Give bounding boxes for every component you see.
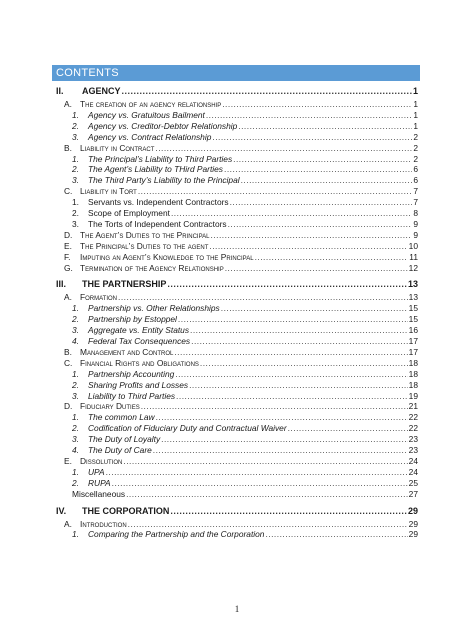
dot-leader [153,445,408,456]
dot-leader [191,336,408,347]
toc-entry[interactable] [72,110,418,121]
dot-leader [206,110,412,121]
toc-entry-page: 17 [408,346,418,357]
toc-entry-number: A. [64,518,72,529]
toc-entry[interactable] [56,506,418,517]
toc-entry-title: The Duty of Loyalty [88,434,161,445]
toc-entry[interactable] [64,230,418,241]
toc-entry[interactable] [64,263,418,274]
dot-leader [189,380,408,391]
toc-entry-title: Introduction [80,518,127,529]
toc-entry-page: 1 [413,99,418,109]
toc-entry[interactable] [72,423,418,434]
dot-leader [255,252,409,263]
dot-leader [122,86,412,97]
toc-entry[interactable] [72,445,418,456]
toc-entry-title: Liability in Tort [80,186,137,197]
dot-leader [265,529,407,540]
toc-entry-page: 22 [408,412,418,423]
toc-entry[interactable] [72,197,418,208]
toc-entry-number: 1. [72,412,79,423]
toc-entry-page: 24 [408,455,418,466]
toc-entry-page: 27 [408,488,418,499]
toc-entry-number: 2. [72,477,79,488]
toc-entry-number: 1. [72,466,79,477]
toc-entry-title: Termination of the Agency Relationship [80,262,224,273]
toc-entry-title: Servants vs. Independent Contractors [88,197,229,208]
dot-leader [141,401,408,412]
toc-entry-title: Partnership Accounting [88,368,175,379]
dot-leader [224,164,412,175]
toc-entry[interactable] [64,456,418,467]
toc-entry-number: 1. [72,368,79,379]
toc-entry[interactable] [64,292,418,303]
toc-entry-title: The Agent’s Liability to THird Parties [88,164,223,175]
toc-entry[interactable] [72,154,418,165]
dot-leader [228,219,413,230]
toc-entry-number: III. [56,279,67,290]
toc-entry-title: Federal Tax Consequences [88,336,191,346]
toc-entry-number: 2. [72,423,79,434]
toc-entry-title: Fiduciary Duties [80,401,140,412]
dot-leader [167,279,407,290]
toc-entry[interactable] [64,401,418,412]
toc-entry-number: E. [64,455,72,466]
toc-entry-title: Dissolution [80,455,123,466]
toc-entry-page: 23 [408,445,418,455]
toc-entry-page: 10 [408,240,418,251]
dot-leader [175,369,407,380]
dot-leader [178,314,408,325]
toc-entry[interactable] [72,391,418,402]
toc-entry[interactable] [64,186,418,197]
toc-entry-title: Financial Rights and Obligations [80,357,199,368]
dot-leader [209,241,407,252]
toc-entry-page: 12 [408,262,418,273]
toc-entry[interactable] [72,303,418,314]
toc-entry-page: 23 [408,434,418,445]
toc-entry-page: 18 [408,368,418,379]
toc-entry-title: Scope of Employment [88,208,170,218]
toc-entry-title: The Principal’s Duties to the agent [80,240,209,251]
dot-leader [230,197,413,208]
toc-entry-title: THE CORPORATION [82,505,170,516]
page-number: 1 [234,604,240,614]
toc-entry-title: THE PARTNERSHIP [82,279,167,290]
toc-entry-number: B. [64,346,72,357]
toc-entry-title: The common Law [88,412,155,423]
dot-leader [112,478,408,489]
toc-entry-title: Partnership vs. Other Relationships [88,303,220,314]
toc-entry-title: Agency vs. Contract Relationship [88,131,212,142]
toc-entry-page: 6 [413,164,418,175]
toc-entry-title: Management and Control [80,346,174,357]
toc-entry-number: 1. [72,303,79,314]
toc-entry-number: 2. [72,379,79,390]
toc-entry-page: 7 [413,197,418,208]
toc-entry-page: 29 [407,505,418,516]
toc-entry[interactable] [56,86,418,97]
toc-entry-number: 1. [72,153,79,164]
dot-leader [233,154,412,165]
toc-entry[interactable] [72,434,418,445]
toc-entry-title: Imputing an Agent’s Knowledge to the Principal [80,251,254,262]
toc-entry[interactable] [72,478,418,489]
toc-entry-number: E. [64,240,72,251]
toc-entry-number: 3. [72,218,79,229]
dot-leader [225,263,408,274]
toc-entry[interactable] [64,143,418,154]
toc-entry-number: 3. [72,325,79,336]
toc-entry-number: II. [56,86,64,96]
toc-entry-page: 29 [408,518,418,529]
toc-entry-page: 15 [408,314,418,325]
toc-entry-page: 9 [413,229,418,240]
toc-entry[interactable] [72,529,418,540]
toc-entry-number: 3. [72,131,79,142]
dot-leader [155,143,412,154]
toc-entry-title: Formation [80,292,118,303]
toc-entry-number: C. [64,357,73,368]
toc-entry-title: Liability to Third Parties [88,390,176,401]
toc-entry[interactable] [64,519,418,530]
toc-entry-number: 2. [72,314,79,325]
toc-entry-title: The Agent’s Duties to the Principal [80,229,210,240]
toc-entry-page: 25 [408,477,418,488]
toc-entry-title: Aggregate vs. Entity Status [88,325,190,336]
dot-leader [288,423,408,434]
toc-entry-page: 29 [408,529,418,540]
toc-entry-title: UPA [88,466,105,477]
toc-entry[interactable] [72,369,418,380]
toc-entry-number: B. [64,142,72,153]
toc-entry-number: 4. [72,336,79,346]
toc-entry-title: The Principal’s Liability to Third Parties [88,153,233,164]
dot-leader [118,292,408,303]
dot-leader [128,519,408,530]
toc-entry-page: 16 [408,325,418,336]
toc-entry-page: 15 [408,303,418,314]
toc-entry[interactable] [72,380,418,391]
dot-leader [176,391,408,402]
toc-entry-page: 2 [413,142,418,153]
toc-entry-title: Miscellaneous [72,488,126,499]
dot-leader [212,132,412,143]
toc-entry-page: 1 [412,86,418,96]
toc-entry-number: 2. [72,164,79,175]
toc-entry-page: 21 [408,401,418,412]
toc-entry-number: D. [64,229,73,240]
dot-leader [126,489,408,500]
dot-leader [211,230,413,241]
dot-leader [106,467,408,478]
dot-leader [161,434,408,445]
dot-leader [123,456,407,467]
toc-entry-page: 9 [413,218,418,229]
dot-leader [171,208,412,219]
toc-entry-title: RUPA [88,477,111,488]
toc-entry[interactable] [72,121,418,132]
toc-entry[interactable] [72,208,418,219]
dot-leader [170,506,407,517]
toc-entry-page: 18 [408,379,418,390]
toc-entry-title: Partnership by Estoppel [88,314,177,325]
toc-entry-page: 13 [408,292,418,303]
toc-entry[interactable] [64,241,418,252]
toc-entry[interactable] [56,279,418,290]
toc-entry[interactable] [72,325,418,336]
toc-entry-page: 13 [407,279,418,290]
toc-entry-number: IV. [56,505,67,516]
toc-entry-number: 4. [72,445,79,455]
toc-entry-page: 11 [409,251,418,262]
dot-leader [138,186,412,197]
toc-entry[interactable] [72,132,418,143]
toc-entry-title: The Duty of Care [88,445,152,455]
toc-entry-number: A. [64,292,72,303]
toc-entry-number: 3. [72,390,79,401]
toc-entry[interactable] [72,219,418,230]
toc-entry-title: Comparing the Partnership and the Corporation [88,529,265,540]
dot-leader [156,412,408,423]
dot-leader [174,347,407,358]
toc-entry-page: 1 [413,120,418,131]
toc-entry[interactable] [72,336,418,347]
toc-entry[interactable] [72,467,418,478]
dot-leader [238,121,412,132]
toc-entry-title: Agency vs. Gratuitous Bailment [88,109,205,120]
toc-entry[interactable] [64,358,418,369]
toc-entry-page: 17 [408,336,418,346]
toc-entry-page: 19 [408,390,418,401]
dot-leader [221,303,408,314]
toc-entry-title: Codification of Fiduciary Duty and Contractual Waiver [88,423,287,434]
toc-entry-number: 1. [72,529,79,540]
toc-entry-number: C. [64,186,73,197]
toc-entry[interactable] [72,412,418,423]
toc-entry-title: The Third Party’s Liability to the Principal [88,175,240,186]
toc-entry-title: The creation of an agency relationship [80,99,222,109]
contents-heading: CONTENTS [52,65,420,81]
toc-entry-number: 3. [72,434,79,445]
dot-leader [241,175,413,186]
toc-entry[interactable] [72,175,418,186]
toc-entry-number: 2. [72,120,79,131]
toc-entry-number: A. [64,99,72,109]
toc-entry-number: F. [64,251,71,262]
toc-entry-page: 6 [413,175,418,186]
toc-entry-number: 1. [72,109,79,120]
toc-entry[interactable] [72,164,418,175]
toc-entry-page: 2 [413,153,418,164]
toc-entry[interactable] [72,489,418,500]
toc-entry-page: 24 [408,466,418,477]
toc-entry[interactable] [64,252,418,263]
toc-entry-page: 8 [413,208,418,218]
toc-entry-title: Liability in Contract [80,142,155,153]
toc-entry-title: Agency vs. Creditor-Debtor Relationship [88,120,238,131]
toc-entry[interactable] [64,99,418,110]
toc-entry-number: 3. [72,175,79,186]
toc-entry-page: 18 [408,357,418,368]
toc-entry[interactable] [72,314,418,325]
toc-entry-page: 2 [413,131,418,142]
toc-entry[interactable] [64,347,418,358]
dot-leader [222,99,412,110]
toc-entry-page: 1 [413,109,418,120]
toc-entry-number: 1. [72,197,79,208]
toc-entry-page: 22 [408,423,418,434]
dot-leader [190,325,408,336]
toc-entry-number: D. [64,401,73,412]
toc-entry-number: G. [64,262,73,273]
toc-entry-title: AGENCY [82,86,121,96]
toc-entry-number: 2. [72,208,79,218]
toc-entry-title: The Torts of Independent Contractors [88,218,227,229]
dot-leader [200,358,408,369]
toc-entry-title: Sharing Profits and Losses [88,379,189,390]
toc-entry-page: 7 [413,186,418,197]
